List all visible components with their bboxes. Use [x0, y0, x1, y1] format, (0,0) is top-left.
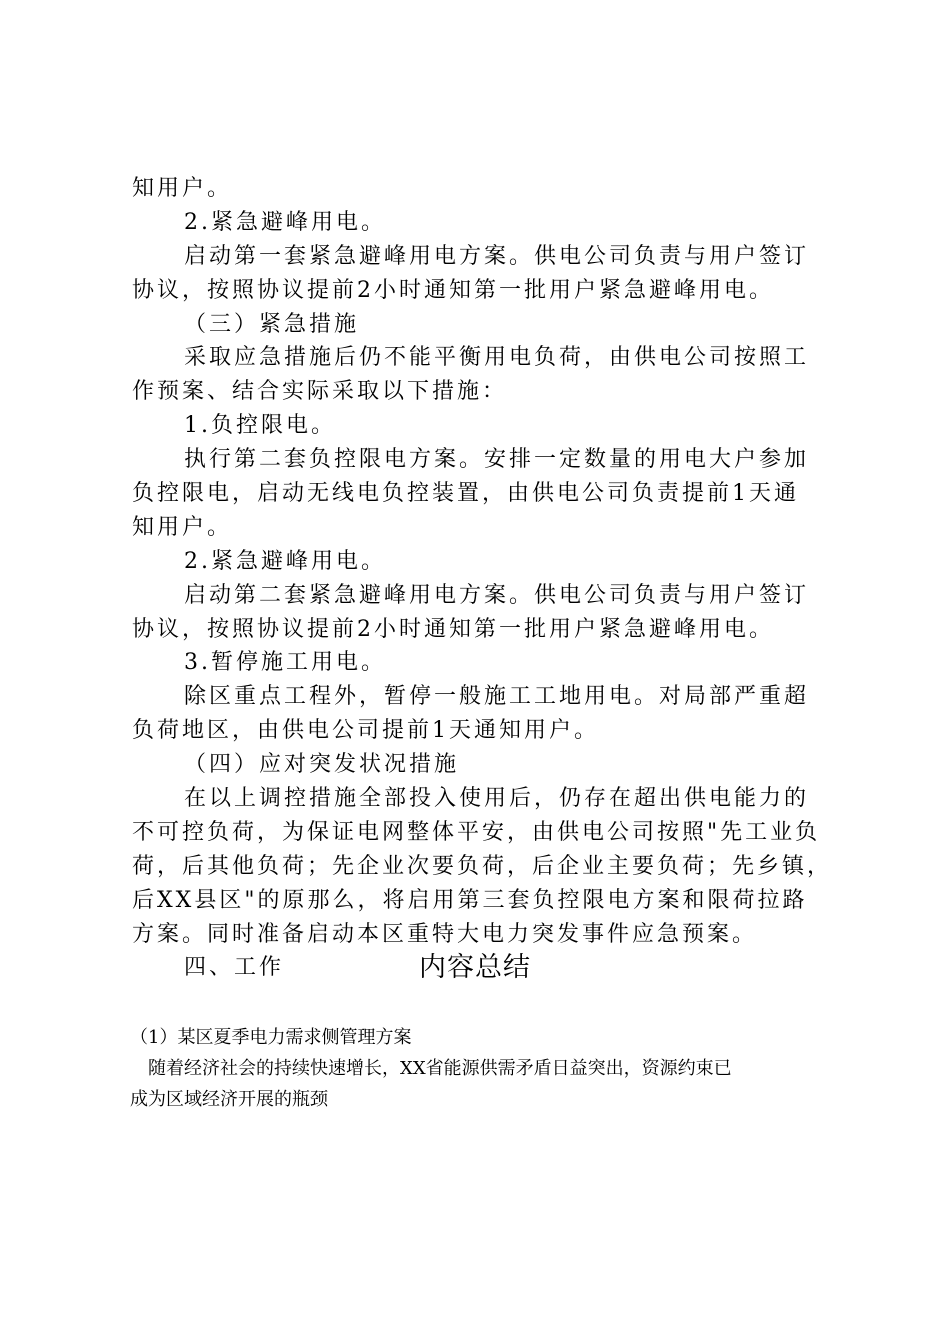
text-line: 协议，按照协议提前2小时通知第一批用户紧急避峰用电。 [132, 616, 774, 642]
summary-paragraph-line: 随着经济社会的持续快速增长，XX省能源供需矛盾日益突出，资源约束已 [148, 1058, 732, 1079]
summary-title: 内容总结 [419, 952, 531, 983]
text-line: 除区重点工程外，暂停一般施工工地用电。对局部严重超 [184, 684, 810, 710]
text-line: 2.紧急避峰用电。 [184, 548, 386, 574]
text-line: 负控限电，启动无线电负控装置，由供电公司负责提前1天通 [132, 481, 799, 507]
text-line: 在以上调控措施全部投入使用后，仍存在超出供电能力的 [184, 786, 810, 812]
summary-item: （1）某区夏季电力需求侧管理方案 [130, 1027, 412, 1048]
text-line: 1.负控限电。 [184, 413, 336, 439]
text-line: 协议，按照协议提前2小时通知第一批用户紧急避峰用电。 [132, 277, 774, 303]
text-line: 启动第二套紧急避峰用电方案。供电公司负责与用户签订 [184, 582, 810, 608]
text-line: 采取应急措施后仍不能平衡用电负荷，由供电公司按照工 [184, 345, 810, 371]
text-line: 执行第二套负控限电方案。安排一定数量的用电大户参加 [184, 447, 810, 473]
text-line: 负荷地区，由供电公司提前1天通知用户。 [132, 718, 599, 744]
text-line: 不可控负荷，为保证电网整体平安，由供电公司按照"先工业负 [132, 819, 821, 845]
text-line: 知用户。 [132, 176, 233, 201]
text-line: 荷，后其他负荷；先企业次要负荷，后企业主要负荷；先乡镇， [132, 853, 833, 879]
text-line: 3.暂停施工用电。 [184, 650, 386, 676]
section-heading: （四）应对突发状况措施 [184, 752, 460, 778]
document-body [132, 172, 833, 985]
text-line: 启动第一套紧急避峰用电方案。供电公司负责与用户签订 [184, 243, 810, 269]
summary-body [130, 1022, 830, 1115]
text-line: 2.紧急避峰用电。 [184, 209, 386, 235]
text-line: 方案。同时准备启动本区重特大电力突发事件应急预案。 [132, 921, 758, 947]
text-line: 作预案、结合实际采取以下措施： [132, 379, 508, 405]
text-line: 后XX县区"的原那么，将启用第三套负控限电方案和限荷拉路 [132, 887, 808, 913]
text-line: 知用户。 [132, 514, 233, 540]
section-heading: （三）紧急措施 [184, 311, 360, 337]
section-heading: 四、工作 [184, 955, 285, 981]
summary-paragraph-line: 成为区域经济开展的瓶颈 [130, 1089, 328, 1110]
